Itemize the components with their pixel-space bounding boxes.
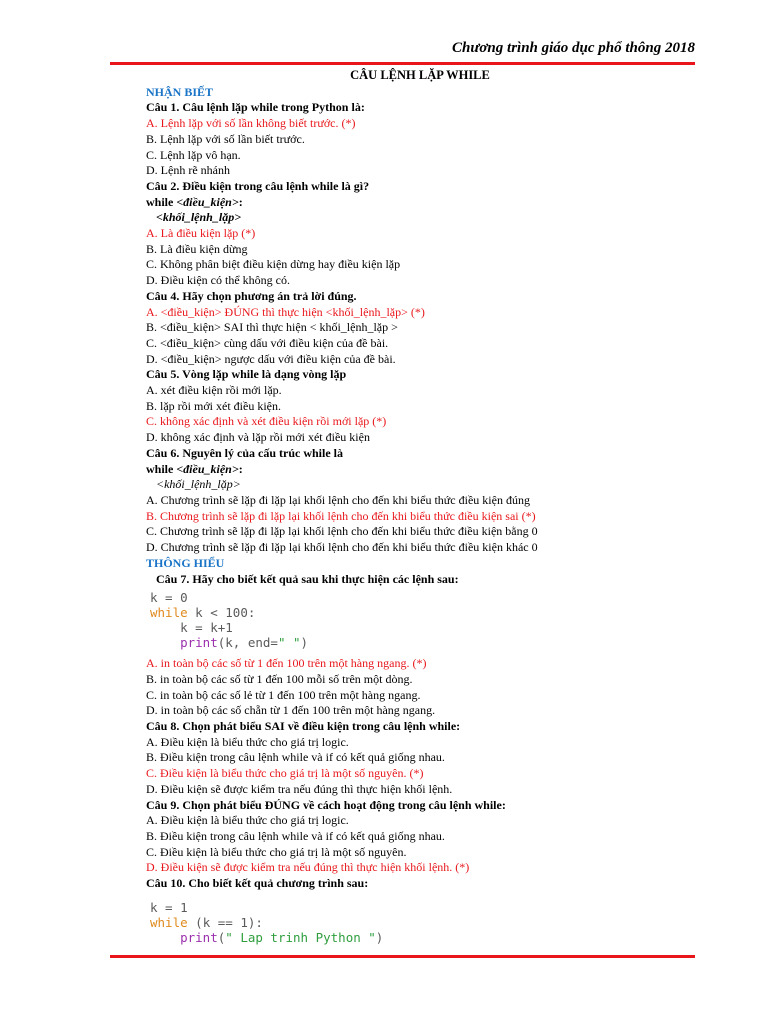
q10-code-line-1: k = 1 xyxy=(150,899,188,915)
question-4: Câu 4. Hãy chọn phương án trả lời đúng. xyxy=(146,288,357,303)
q7-code-string: " " xyxy=(277,635,301,651)
q7-code-while-keyword: while xyxy=(150,605,188,621)
q10-code-condition: (k == 1): xyxy=(187,914,263,930)
q9-option-b: B. Điều kiện trong câu lệnh while và if có kết quả giống nhau. xyxy=(146,828,445,843)
q4-option-c: C. <điều_kiện> cùng dấu với điều kiện của đề bài. xyxy=(146,335,389,350)
q7-code-args: (k, end= xyxy=(217,635,278,651)
q7-code-line-4 xyxy=(150,635,706,650)
q1-option-a: A. Lệnh lặp với số lần không biết trước. (*) xyxy=(146,116,356,131)
q7-option-c: C. in toàn bộ các số lẻ từ 1 đến 100 trên một hàng ngang. xyxy=(146,687,421,702)
q7-code-line-3: k = k+1 xyxy=(150,620,233,636)
question-7: Câu 7. Hãy cho biết kết quả sau khi thực hiện các lệnh sau: xyxy=(156,571,459,586)
q2-syntax-line xyxy=(146,195,706,211)
q10-code-line-3 xyxy=(150,930,706,945)
q10-code-while-keyword: while xyxy=(150,914,188,930)
question-6: Câu 6. Nguyên lý của cấu trúc while là xyxy=(146,445,344,460)
q2-option-b: B. Là điều kiện dừng xyxy=(146,241,248,256)
q4-option-b: B. <điều_kiện> SAI thì thực hiện < khối_lệnh_lặp > xyxy=(146,320,398,335)
q7-code-print-fn: print xyxy=(180,635,218,651)
q4-option-a: A. <điều_kiện> ĐÚNG thì thực hiện <khối_lệnh_lặp> (*) xyxy=(146,304,425,319)
q7-option-d: D. in toàn bộ các số chẵn từ 1 đến 100 trên một hàng ngang. xyxy=(146,703,436,718)
question-5: Câu 5. Vòng lặp while là dạng vòng lặp xyxy=(146,367,347,382)
q7-code-line-1: k = 0 xyxy=(150,590,188,606)
q5-option-b: B. lặp rồi mới xét điều kiện. xyxy=(146,398,281,413)
q2-syntax-block: <khối_lệnh_lặp> xyxy=(156,210,242,225)
q1-option-d: D. Lệnh rẽ nhánh xyxy=(146,163,230,178)
question-1: Câu 1. Câu lệnh lặp while trong Python là: xyxy=(146,100,365,115)
q5-option-c: C. không xác định và xét điều kiện rồi mới lặp (*) xyxy=(146,414,387,429)
q10-code-close: ) xyxy=(375,929,384,945)
question-9: Câu 9. Chọn phát biểu ĐÚNG về cách hoạt động trong câu lệnh while: xyxy=(146,797,506,812)
q7-option-a: A. in toàn bộ các số từ 1 đến 100 trên một hàng ngang. (*) xyxy=(146,656,427,671)
q8-option-a: A. Điều kiện là biểu thức cho giá trị logic. xyxy=(146,734,349,749)
footer-divider xyxy=(110,955,695,958)
q1-option-c: C. Lệnh lặp vô hạn. xyxy=(146,147,241,162)
q8-option-b: B. Điều kiện trong câu lệnh while và if có kết quả giống nhau. xyxy=(146,750,445,765)
q5-option-d: D. không xác định và lặp rồi mới xét điều kiện xyxy=(146,430,370,445)
q10-code-line-2 xyxy=(150,915,706,930)
question-8: Câu 8. Chọn phát biểu SAI về điều kiện trong câu lệnh while: xyxy=(146,719,461,734)
q10-code-string: " Lap trinh Python " xyxy=(225,929,376,945)
page-title: CÂU LỆNH LẶP WHILE xyxy=(350,68,490,82)
q9-option-d: D. Điều kiện sẽ được kiểm tra nếu đúng thì thực hiện khối lệnh. (*) xyxy=(146,860,470,875)
q2-syntax-keyword: while xyxy=(146,194,177,209)
q1-option-b: B. Lệnh lặp với số lần biết trước. xyxy=(146,131,305,146)
q10-code-print-fn: print xyxy=(180,929,218,945)
q6-syntax-condition: <điều_kiện> xyxy=(176,461,239,476)
q5-option-a: A. xét điều kiện rồi mới lặp. xyxy=(146,383,282,398)
q10-code-open: ( xyxy=(217,929,226,945)
q4-option-d: D. <điều_kiện> ngược dấu với điều kiện của đề bài. xyxy=(146,351,396,366)
q9-option-a: A. Điều kiện là biểu thức cho giá trị logic. xyxy=(146,813,349,828)
q2-option-a: A. Là điều kiện lặp (*) xyxy=(146,226,256,241)
q6-option-b: B. Chương trình sẽ lặp đi lặp lại khối lệnh cho đến khi biểu thức điều kiện sai (*) xyxy=(146,508,536,523)
q7-code-line-2 xyxy=(150,605,706,620)
q2-syntax-condition: <điều_kiện> xyxy=(176,194,239,209)
question-2: Câu 2. Điều kiện trong câu lệnh while là gì? xyxy=(146,178,370,193)
q10-code-block xyxy=(150,900,706,945)
q6-syntax-keyword: while xyxy=(146,461,177,476)
q6-syntax-block: <khối_lệnh_lặp> xyxy=(156,477,241,492)
q6-option-c: C. Chương trình sẽ lặp đi lặp lại khối lệnh cho đến khi biểu thức điều kiện bằng 0 xyxy=(146,524,538,539)
header-title: Chương trình giáo dục phổ thông 2018 xyxy=(452,40,695,56)
q7-option-b: B. in toàn bộ các số từ 1 đến 100 mỗi số trên một dòng. xyxy=(146,671,413,686)
q7-code-close: ) xyxy=(300,635,309,651)
section-understanding: THÔNG HIỂU xyxy=(146,555,225,570)
q7-code-condition: k < 100: xyxy=(187,605,256,621)
q6-syntax-colon: : xyxy=(238,461,243,476)
q6-option-a: A. Chương trình sẽ lặp đi lặp lại khối lệnh cho đến khi biểu thức điều kiện đúng xyxy=(146,492,530,507)
q6-option-d: D. Chương trình sẽ lặp đi lặp lại khối lệnh cho đến khi biểu thức điều kiện khác 0 xyxy=(146,540,538,555)
q2-option-c: C. Không phân biệt điều kiện dừng hay điều kiện lặp xyxy=(146,257,401,272)
document-body xyxy=(146,68,706,951)
q2-syntax-colon: : xyxy=(238,194,243,209)
q2-option-d: D. Điều kiện có thể không có. xyxy=(146,273,290,288)
header-divider xyxy=(110,62,695,65)
section-recognition: NHẬN BIẾT xyxy=(146,84,214,99)
q8-option-d: D. Điều kiện sẽ được kiểm tra nếu đúng thì thực hiện khối lệnh. xyxy=(146,781,453,796)
q8-option-c: C. Điều kiện là biểu thức cho giá trị là một số nguyên. (*) xyxy=(146,766,424,781)
q9-option-c: C. Điều kiện là biểu thức cho giá trị là một số nguyên. xyxy=(146,844,407,859)
question-10: Câu 10. Cho biết kết quả chương trình sau: xyxy=(146,876,369,891)
q6-syntax-line xyxy=(146,462,706,478)
q7-code-block xyxy=(150,590,706,650)
